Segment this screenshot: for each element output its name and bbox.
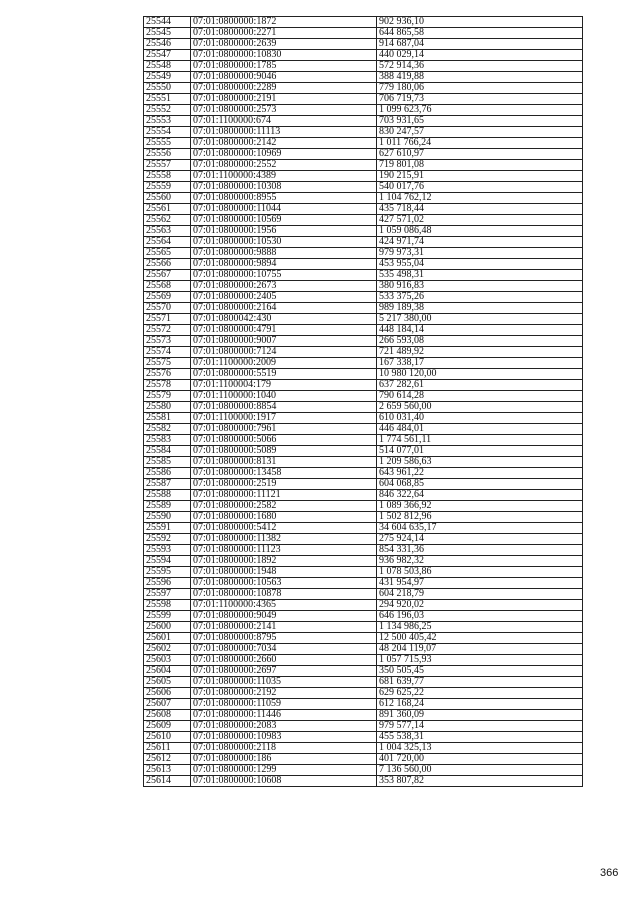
table-row [144,611,583,622]
cadastral-number-cell: 07:01:0800000:11059 [191,699,377,710]
row-number-cell: 25587 [144,479,191,490]
cadastral-number-cell: 07:01:0800000:8795 [191,633,377,644]
cadastral-number-cell: 07:01:0800000:2697 [191,666,377,677]
cadastral-number-cell: 07:01:0800000:10308 [191,182,377,193]
cadastral-number-cell: 07:01:0800000:2192 [191,688,377,699]
cadastral-value-cell: 1 099 623,76 [377,105,583,116]
row-number-cell: 25553 [144,116,191,127]
table-row [144,193,583,204]
row-number-cell: 25568 [144,281,191,292]
cadastral-value-cell: 936 982,32 [377,556,583,567]
cadastral-value-cell: 275 924,14 [377,534,583,545]
row-number-cell: 25598 [144,600,191,611]
cadastral-number-cell: 07:01:0800000:2552 [191,160,377,171]
cadastral-number-cell: 07:01:0800000:8131 [191,457,377,468]
table-row [144,402,583,413]
cadastral-value-cell: 1 502 812,96 [377,512,583,523]
row-number-cell: 25564 [144,237,191,248]
cadastral-value-cell: 7 136 560,00 [377,765,583,776]
table-row [144,303,583,314]
cadastral-value-cell: 446 484,01 [377,424,583,435]
cadastral-value-cell: 706 719,73 [377,94,583,105]
row-number-cell: 25558 [144,171,191,182]
cadastral-number-cell: 07:01:0800000:5089 [191,446,377,457]
cadastral-value-cell: 424 971,74 [377,237,583,248]
row-number-cell: 25544 [144,17,191,28]
cadastral-number-cell: 07:01:0800000:11044 [191,204,377,215]
row-number-cell: 25550 [144,83,191,94]
table-row [144,28,583,39]
table-row [144,578,583,589]
table-row [144,50,583,61]
table-row [144,523,583,534]
cadastral-number-cell: 07:01:0800000:2639 [191,39,377,50]
cadastral-number-cell: 07:01:1100000:1917 [191,413,377,424]
table-row [144,237,583,248]
cadastral-number-cell: 07:01:1100004:179 [191,380,377,391]
cadastral-value-cell: 989 189,38 [377,303,583,314]
cadastral-value-cell: 846 322,64 [377,490,583,501]
row-number-cell: 25612 [144,754,191,765]
row-number-cell: 25561 [144,204,191,215]
cadastral-value-cell: 572 914,36 [377,61,583,72]
cadastral-value-cell: 533 375,26 [377,292,583,303]
cadastral-value-cell: 2 659 560,00 [377,402,583,413]
table-row [144,358,583,369]
cadastral-value-cell: 435 718,44 [377,204,583,215]
row-number-cell: 25599 [144,611,191,622]
cadastral-value-cell: 5 217 380,00 [377,314,583,325]
cadastral-value-cell: 440 029,14 [377,50,583,61]
row-number-cell: 25562 [144,215,191,226]
cadastral-number-cell: 07:01:0800000:2289 [191,83,377,94]
table-row [144,259,583,270]
cadastral-value-cell: 719 801,08 [377,160,583,171]
row-number-cell: 25581 [144,413,191,424]
table-row [144,61,583,72]
table-row [144,479,583,490]
row-number-cell: 25595 [144,567,191,578]
table-row [144,589,583,600]
cadastral-number-cell: 07:01:0800000:10608 [191,776,377,787]
row-number-cell: 25566 [144,259,191,270]
table-row [144,446,583,457]
cadastral-value-cell: 1 104 762,12 [377,193,583,204]
cadastral-number-cell: 07:01:0800000:11123 [191,545,377,556]
row-number-cell: 25560 [144,193,191,204]
cadastral-value-cell: 891 360,09 [377,710,583,721]
table-row [144,17,583,28]
table-row [144,182,583,193]
cadastral-number-cell: 07:01:0800000:5066 [191,435,377,446]
row-number-cell: 25580 [144,402,191,413]
table-row [144,501,583,512]
cadastral-value-cell: 167 338,17 [377,358,583,369]
cadastral-value-cell: 681 639,77 [377,677,583,688]
cadastral-value-cell: 190 215,91 [377,171,583,182]
cadastral-number-cell: 07:01:1100000:4365 [191,600,377,611]
cadastral-value-cell: 979 577,14 [377,721,583,732]
cadastral-value-cell: 514 077,01 [377,446,583,457]
cadastral-number-cell: 07:01:0800000:5519 [191,369,377,380]
cadastral-number-cell: 07:01:0800000:9894 [191,259,377,270]
row-number-cell: 25586 [144,468,191,479]
table-row [144,699,583,710]
table-row [144,413,583,424]
row-number-cell: 25565 [144,248,191,259]
table-row [144,545,583,556]
row-number-cell: 25578 [144,380,191,391]
cadastral-number-cell: 07:01:0800000:2164 [191,303,377,314]
cadastral-value-cell: 1 774 561,11 [377,435,583,446]
cadastral-number-cell: 07:01:0800000:10878 [191,589,377,600]
table-row [144,666,583,677]
row-number-cell: 25596 [144,578,191,589]
table-row [144,732,583,743]
row-number-cell: 25600 [144,622,191,633]
table-row [144,226,583,237]
row-number-cell: 25579 [144,391,191,402]
cadastral-value-cell: 427 571,02 [377,215,583,226]
cadastral-number-cell: 07:01:1100000:1040 [191,391,377,402]
cadastral-number-cell: 07:01:0800000:1948 [191,567,377,578]
cadastral-number-cell: 07:01:0800000:10830 [191,50,377,61]
cadastral-value-cell: 612 168,24 [377,699,583,710]
cadastral-number-cell: 07:01:0800000:2083 [191,721,377,732]
cadastral-number-cell: 07:01:0800000:2142 [191,138,377,149]
cadastral-number-cell: 07:01:0800000:1785 [191,61,377,72]
table-row [144,644,583,655]
cadastral-value-cell: 34 604 635,17 [377,523,583,534]
table-row [144,292,583,303]
cadastral-number-cell: 07:01:0800000:2673 [191,281,377,292]
table-row [144,39,583,50]
cadastral-number-cell: 07:01:0800000:2660 [191,655,377,666]
row-number-cell: 25608 [144,710,191,721]
cadastral-value-cell: 294 920,02 [377,600,583,611]
row-number-cell: 25597 [144,589,191,600]
row-number-cell: 25567 [144,270,191,281]
row-number-cell: 25572 [144,325,191,336]
table-row [144,600,583,611]
row-number-cell: 25576 [144,369,191,380]
table-row [144,127,583,138]
cadastral-value-cell: 790 614,28 [377,391,583,402]
table-row [144,94,583,105]
cadastral-value-cell: 779 180,06 [377,83,583,94]
row-number-cell: 25585 [144,457,191,468]
row-number-cell: 25570 [144,303,191,314]
cadastral-number-cell: 07:01:0800000:9046 [191,72,377,83]
row-number-cell: 25590 [144,512,191,523]
cadastral-value-cell: 431 954,97 [377,578,583,589]
cadastral-number-cell: 07:01:0800000:2573 [191,105,377,116]
row-number-cell: 25582 [144,424,191,435]
table-row [144,215,583,226]
cadastral-number-cell: 07:01:0800000:186 [191,754,377,765]
cadastral-value-cell: 1 011 766,24 [377,138,583,149]
cadastral-number-cell: 07:01:0800000:2519 [191,479,377,490]
cadastral-value-cell: 10 980 120,00 [377,369,583,380]
cadastral-value-cell: 1 057 715,93 [377,655,583,666]
cadastral-value-cell: 629 625,22 [377,688,583,699]
cadastral-value-cell: 388 419,88 [377,72,583,83]
cadastral-value-cell: 902 936,10 [377,17,583,28]
cadastral-value-cell: 540 017,76 [377,182,583,193]
cadastral-number-cell: 07:01:1100000:4389 [191,171,377,182]
row-number-cell: 25611 [144,743,191,754]
cadastral-number-cell: 07:01:0800000:7961 [191,424,377,435]
cadastral-number-cell: 07:01:0800000:1872 [191,17,377,28]
cadastral-number-cell: 07:01:0800000:2271 [191,28,377,39]
row-number-cell: 25613 [144,765,191,776]
table-row [144,204,583,215]
cadastral-number-cell: 07:01:0800000:10983 [191,732,377,743]
cadastral-value-cell: 604 068,85 [377,479,583,490]
cadastral-value-cell: 266 593,08 [377,336,583,347]
table-row [144,435,583,446]
table-row [144,655,583,666]
table-row [144,754,583,765]
table-body [144,17,583,787]
cadastral-number-cell: 07:01:0800000:7124 [191,347,377,358]
table-row [144,72,583,83]
table-row [144,534,583,545]
row-number-cell: 25552 [144,105,191,116]
row-number-cell: 25607 [144,699,191,710]
table-row [144,160,583,171]
row-number-cell: 25602 [144,644,191,655]
cadastral-number-cell: 07:01:0800000:11121 [191,490,377,501]
row-number-cell: 25601 [144,633,191,644]
table-row [144,468,583,479]
cadastral-number-cell: 07:01:0800000:11113 [191,127,377,138]
row-number-cell: 25556 [144,149,191,160]
cadastral-value-cell: 401 720,00 [377,754,583,765]
cadastral-value-cell: 854 331,36 [377,545,583,556]
table-row [144,710,583,721]
cadastral-number-cell: 07:01:0800000:11035 [191,677,377,688]
table-row [144,116,583,127]
cadastral-number-cell: 07:01:0800000:9049 [191,611,377,622]
row-number-cell: 25549 [144,72,191,83]
row-number-cell: 25583 [144,435,191,446]
row-number-cell: 25575 [144,358,191,369]
table-row [144,105,583,116]
cadastral-number-cell: 07:01:0800000:2582 [191,501,377,512]
table-row [144,149,583,160]
cadastral-number-cell: 07:01:0800000:1680 [191,512,377,523]
cadastral-number-cell: 07:01:0800000:9007 [191,336,377,347]
cadastral-value-cell: 453 955,04 [377,259,583,270]
row-number-cell: 25555 [144,138,191,149]
row-number-cell: 25591 [144,523,191,534]
cadastral-number-cell: 07:01:0800000:11382 [191,534,377,545]
row-number-cell: 25588 [144,490,191,501]
table-row [144,512,583,523]
cadastral-number-cell: 07:01:0800000:2191 [191,94,377,105]
row-number-cell: 25545 [144,28,191,39]
table-row [144,270,583,281]
row-number-cell: 25605 [144,677,191,688]
row-number-cell: 25546 [144,39,191,50]
row-number-cell: 25584 [144,446,191,457]
cadastral-number-cell: 07:01:1100000:674 [191,116,377,127]
table-row [144,633,583,644]
cadastral-value-cell: 12 500 405,42 [377,633,583,644]
cadastral-value-cell: 830 247,57 [377,127,583,138]
row-number-cell: 25589 [144,501,191,512]
cadastral-value-cell: 604 218,79 [377,589,583,600]
cadastral-number-cell: 07:01:0800042:430 [191,314,377,325]
cadastral-number-cell: 07:01:0800000:13458 [191,468,377,479]
row-number-cell: 25614 [144,776,191,787]
cadastral-value-cell: 703 931,65 [377,116,583,127]
cadastral-number-cell: 07:01:0800000:10755 [191,270,377,281]
table-row [144,457,583,468]
row-number-cell: 25569 [144,292,191,303]
table-row [144,336,583,347]
cadastral-number-cell: 07:01:0800000:10569 [191,215,377,226]
table-row [144,248,583,259]
row-number-cell: 25557 [144,160,191,171]
row-number-cell: 25610 [144,732,191,743]
cadastral-value-cell: 644 865,58 [377,28,583,39]
cadastral-value-cell: 48 204 119,07 [377,644,583,655]
cadastral-value-cell: 1 004 325,13 [377,743,583,754]
cadastral-value-cell: 610 031,40 [377,413,583,424]
cadastral-number-cell: 07:01:0800000:1299 [191,765,377,776]
cadastral-value-cell: 1 059 086,48 [377,226,583,237]
table-row [144,622,583,633]
row-number-cell: 25603 [144,655,191,666]
row-number-cell: 25554 [144,127,191,138]
cadastral-value-cell: 535 498,31 [377,270,583,281]
cadastral-number-cell: 07:01:0800000:5412 [191,523,377,534]
table-row [144,567,583,578]
table-row [144,765,583,776]
table-row [144,721,583,732]
cadastral-value-cell: 353 807,82 [377,776,583,787]
cadastral-value-cell: 1 078 503,86 [377,567,583,578]
cadastral-number-cell: 07:01:0800000:1956 [191,226,377,237]
cadastral-value-cell: 350 505,45 [377,666,583,677]
cadastral-value-cell: 646 196,03 [377,611,583,622]
cadastral-value-cell: 380 916,83 [377,281,583,292]
cadastral-number-cell: 07:01:0800000:10563 [191,578,377,589]
cadastral-number-cell: 07:01:0800000:8955 [191,193,377,204]
row-number-cell: 25563 [144,226,191,237]
row-number-cell: 25609 [144,721,191,732]
page-number: 366 [600,867,619,879]
cadastral-number-cell: 07:01:0800000:1892 [191,556,377,567]
row-number-cell: 25547 [144,50,191,61]
row-number-cell: 25594 [144,556,191,567]
cadastral-value-cell: 1 089 366,92 [377,501,583,512]
table-row [144,556,583,567]
row-number-cell: 25571 [144,314,191,325]
table-row [144,688,583,699]
cadastral-number-cell: 07:01:0800000:11446 [191,710,377,721]
row-number-cell: 25606 [144,688,191,699]
row-number-cell: 25559 [144,182,191,193]
cadastral-number-cell: 07:01:0800000:2118 [191,743,377,754]
table-row [144,83,583,94]
table-row [144,490,583,501]
cadastral-number-cell: 07:01:0800000:9888 [191,248,377,259]
table-row [144,138,583,149]
table-row [144,391,583,402]
cadastral-number-cell: 07:01:0800000:2405 [191,292,377,303]
cadastral-number-cell: 07:01:0800000:8854 [191,402,377,413]
table-row [144,347,583,358]
table-row [144,424,583,435]
cadastral-number-cell: 07:01:0800000:4791 [191,325,377,336]
cadastral-number-cell: 07:01:0800000:7034 [191,644,377,655]
cadastral-number-cell: 07:01:0800000:2141 [191,622,377,633]
cadastral-number-cell: 07:01:0800000:10969 [191,149,377,160]
cadastral-number-cell: 07:01:0800000:10530 [191,237,377,248]
row-number-cell: 25574 [144,347,191,358]
row-number-cell: 25551 [144,94,191,105]
table-row [144,380,583,391]
table-row [144,743,583,754]
cadastral-value-cell: 1 209 586,63 [377,457,583,468]
cadastral-value-cell: 721 489,92 [377,347,583,358]
cadastral-value-cell: 627 610,97 [377,149,583,160]
cadastral-value-cell: 455 538,31 [377,732,583,743]
row-number-cell: 25548 [144,61,191,72]
cadastral-value-cell: 643 961,22 [377,468,583,479]
row-number-cell: 25593 [144,545,191,556]
cadastral-value-cell: 448 184,14 [377,325,583,336]
table-row [144,325,583,336]
cadastral-value-cell: 979 973,31 [377,248,583,259]
cadastral-value-table [143,16,583,787]
row-number-cell: 25592 [144,534,191,545]
cadastral-number-cell: 07:01:1100000:2009 [191,358,377,369]
cadastral-value-cell: 1 134 986,25 [377,622,583,633]
cadastral-value-cell: 637 282,61 [377,380,583,391]
table-row [144,314,583,325]
table-row [144,677,583,688]
table-row [144,171,583,182]
table-row [144,369,583,380]
row-number-cell: 25573 [144,336,191,347]
cadastral-value-cell: 914 687,04 [377,39,583,50]
table-row [144,776,583,787]
table-row [144,281,583,292]
row-number-cell: 25604 [144,666,191,677]
